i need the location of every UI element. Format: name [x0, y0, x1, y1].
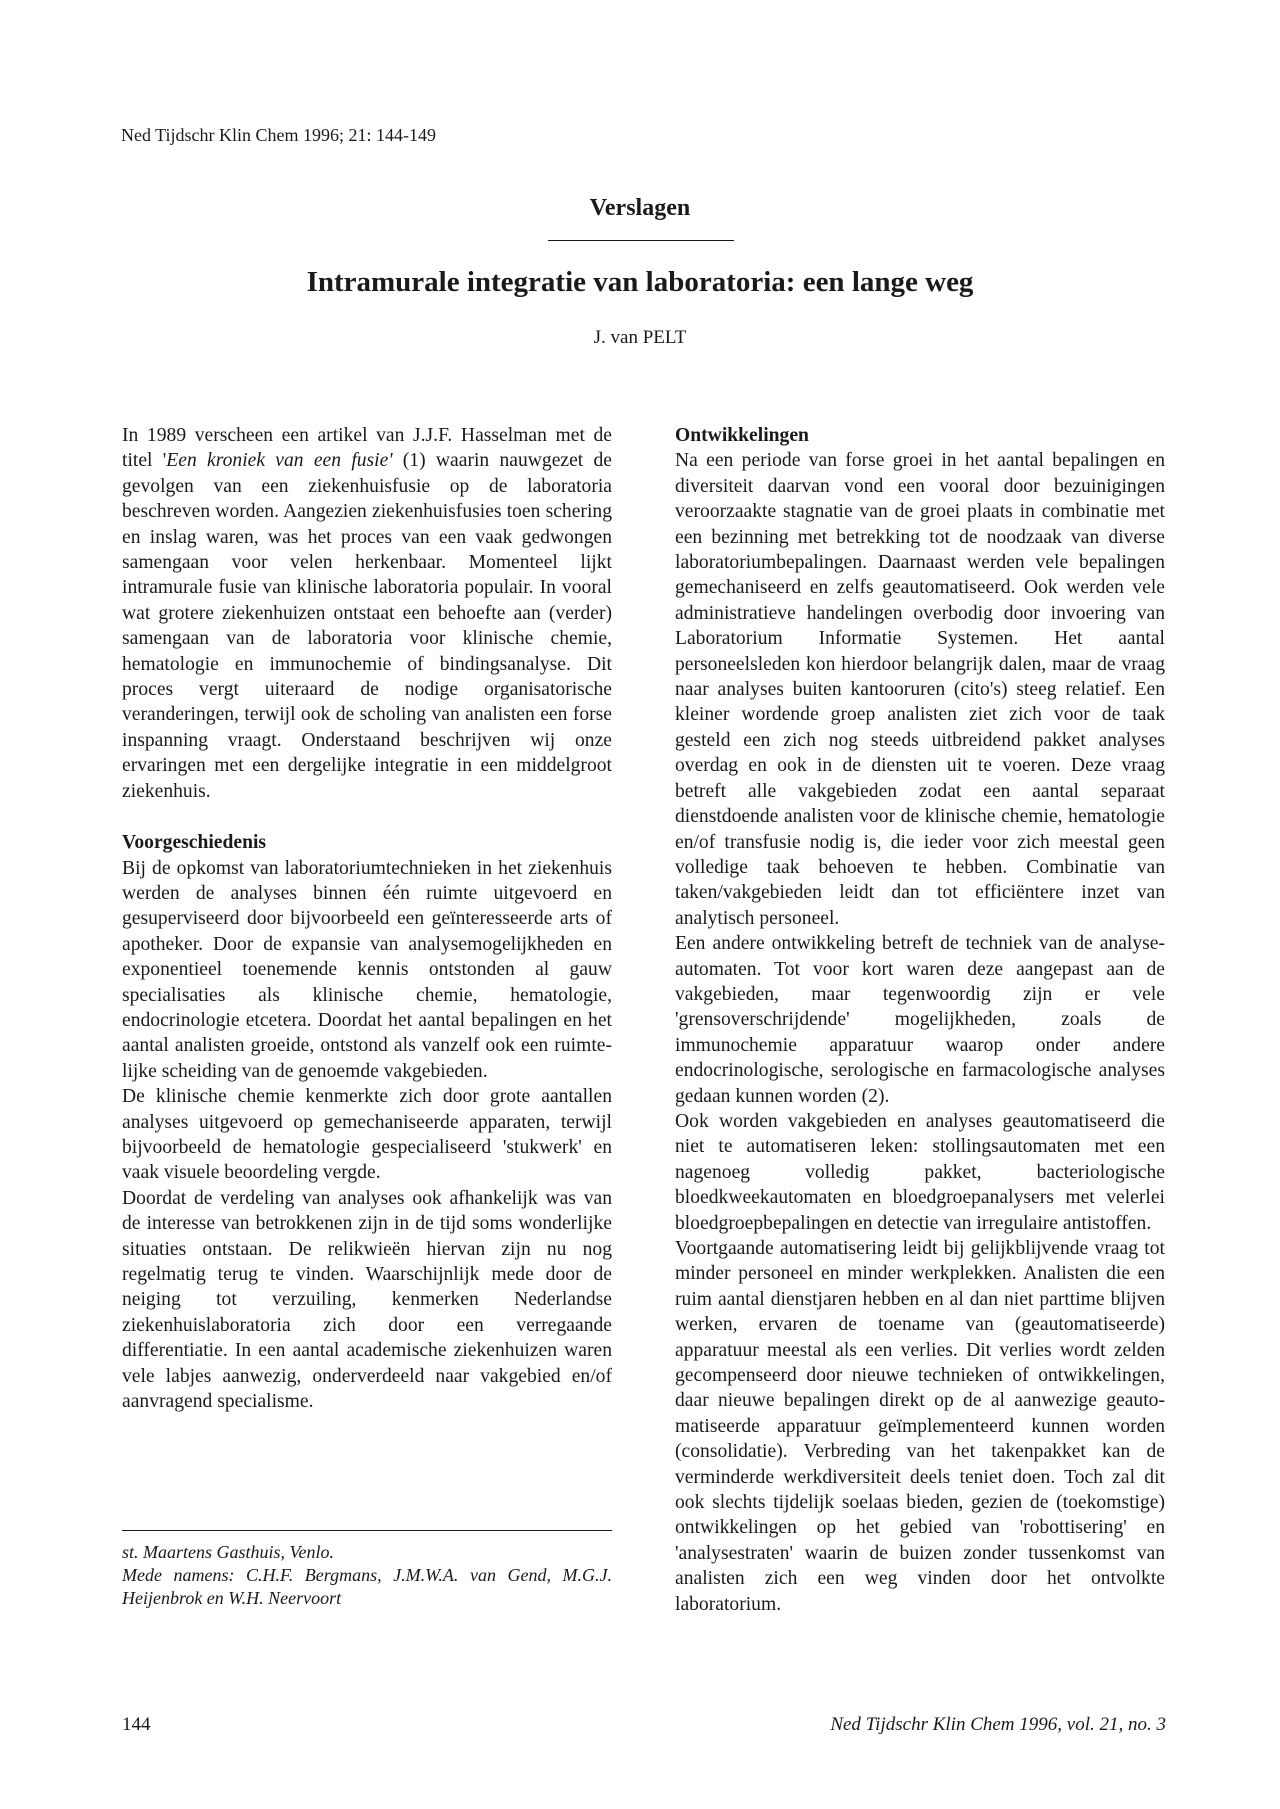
- left-column: [122, 423, 612, 1414]
- body-paragraph: Doordat de verdeling van analyses ook afhankelijk was van de interesse van betrokkenen zijn in de tijd soms wonderlijke situaties ontstaan. De relikwieën hiervan zijn nu nog regelmatig terug te vinden. Waarschijnlijk mede door de neiging tot verzuiling, kenmerken Nederlandse ziekenhuislaboratoria zich door een verregaande differentiatie. In een aantal academische ziekenhuizen waren vele labjes aanwezig, onderverdeeld naar vakgebied en/of aanvragend specialisme.: [122, 1187, 612, 1413]
- body-paragraph: Ook worden vakgebieden en analyses geautomatiseerd die niet te automatiseren leken: stollingsautomaten met een nagenoeg volledig pakket, bacteriologische bloedkweekautomaten en bloedgroepanalysers met velerlei bloedgroepbepalingen en detectie van irregulaire antistoffen.: [675, 1110, 1165, 1234]
- page-number: 144: [122, 1714, 151, 1735]
- body-paragraph: Na een periode van forse groei in het aantal bepalingen en diversiteit daarvan vond een vooral door bezuinigingen veroorzaakte stagnatie van de groei plaats in combinatie met een bezinning met betrekking tot de noodzaak van diverse laboratoriumbepalingen. Daarnaast werden vele bepalingen gemechaniseerd en zelfs geautomatiseerd. Ook werden vele administratieve handelingen overbodig door invoering van Laboratorium Informatie Systemen. Het aantal personeelsleden kon hierdoor belangrijk dalen, maar de vraag naar analyses buiten kantooruren (cito's) steeg relatief. Een kleiner wordende groep analisten ziet zich voor de taak gesteld een zich nog steeds uitbreidend pakket analyses overdag en ook in de diensten uit te voeren. Deze vraag betreft alle vakgebieden zodat een aantal separaat dienstdoende analisten voor de klinische chemie, hematologie en/of transfusie nodig is, die ieder voor zich meestal geen volledige taak behoeven te hebben. Combinatie van taken/vakgebieden leidt dan tot efficiëntere inzet van analytisch personeel.: [675, 450, 1165, 929]
- intro-cited-title: Een kroniek van een fusie': [166, 450, 393, 472]
- intro-text-2: (1) waarin nauwgezet de gevolgen van een ziekenhuisfusie op de laboratoria beschreven worden. Aangezien ziekenhuisfusies toen schering en inslag waren, was het proces van een vaak gedwongen samengaan voor velen herkenbaar. Momenteel lijkt intramurale fusie van klinische laboratoria populair. In vooral wat grotere ziekenhuizen ontstaat een behoefte aan (verder) samengaan van de laboratoria voor klinische chemie, hematologie en immunochemie of bindingsanalyse. Dit proces vergt uiteraard de nodige organisatorische veranderingen, terwijl ook de scholing van analisten een forse inspanning vraagt. Onderstaand beschrijven wij onze ervaringen met een dergelijke integratie in een middelgroot ziekenhuis.: [122, 450, 613, 802]
- intro-paragraph: [122, 423, 612, 804]
- article-title: Intramurale integratie van laboratoria: een lange weg: [306, 266, 974, 298]
- article-author: J. van PELT: [593, 327, 687, 348]
- body-paragraph: Bij de opkomst van laboratoriumtechnieken in het ziekenhuis werden de analyses binnen één ruimte uitgevoerd en gesuperviseerd door bijvoorbeeld een geïnteresseerde arts of apotheker. Door de expansie van analysemogelijkheden en exponentieel toenemende kennis ontstonden al gauw specialisaties als klinische chemie, hematologie, endocrinologie etcetera. Doordat het aantal bepalingen en het aantal analisten groeide, ontstond als vanzelf ook een ruimtelijke scheiding van de genoemde vakgebieden.: [122, 857, 612, 1082]
- body-paragraph: De klinische chemie kenmerkte zich door grote aantallen analyses uitgevoerd op gemechaniseerde apparaten, terwijl bijvoorbeeld de hematologie gespecialiseerd 'stukwerk' en vaak visuele beoordeling vergde.: [122, 1086, 612, 1184]
- journal-citation: Ned Tijdschr Klin Chem 1996; 21: 144-149: [121, 125, 437, 145]
- body-paragraph: Voortgaande automatisering leidt bij gelijkblijvende vraag tot minder personeel en minder werkplekken. Analisten die een ruim aantal dienstjaren hebben en al dan niet parttime blijven werken, ervaren de toename van (geautomatiseerde) apparatuur meestal als een verlies. Dit verlies wordt zelden gecompenseerd door nieuwe technieken of ontwikkelingen, daar nieuwe bepalingen direkt op de al aanwezige geautomatiseerde apparatuur geïmplementeerd kunnen worden (consolidatie). Verbreding van het takenpakket kan de verminderde werkdiversiteit deels teniet doen. Toch zal dit ook slechts tijdelijk soelaas bieden, gezien de (toekomstige) ontwikkelingen op het gebied van 'robottisering' en 'analysestraten' waarin de buizen zonder tussenkomst van analisten zich een weg vinden door het ontvolkte laboratorium.: [675, 1238, 1165, 1615]
- section-label: Verslagen: [589, 195, 691, 221]
- footnote: [122, 1541, 612, 1610]
- intro-text-1: In 1989 verscheen een artikel van J.J.F. Hasselman met de titel ': [122, 425, 612, 472]
- right-column: [675, 423, 1165, 1617]
- footnote-divider: [122, 1530, 612, 1531]
- body-paragraph: Een andere ontwikkeling betreft de techniek van de analyse-automaten. Tot voor kort waren deze aangepast aan de vakgebieden, maar tegenwoordig zijn er vele 'grensoverschrijdende' mogelijkheden, zoals de immunochemie apparatuur waarop onder andere endocrinologische, serologische en farmacologische analyses gedaan kunnen worden (2).: [675, 933, 1165, 1107]
- footnote-coauthors: Mede namens: C.H.F. Bergmans, J.M.W.A. van Gend, M.G.J. Heijenbrok en W.H. Neervoort: [122, 1565, 612, 1608]
- footnote-affiliation: st. Maartens Gasthuis, Venlo.: [122, 1542, 335, 1562]
- section-heading-voorgeschiedenis: Voorgeschiedenis: [122, 832, 267, 854]
- journal-footer: Ned Tijdschr Klin Chem 1996, vol. 21, no. 3: [830, 1714, 1166, 1735]
- section-divider: [548, 240, 734, 241]
- section-heading-ontwikkelingen: Ontwikkelingen: [675, 425, 809, 446]
